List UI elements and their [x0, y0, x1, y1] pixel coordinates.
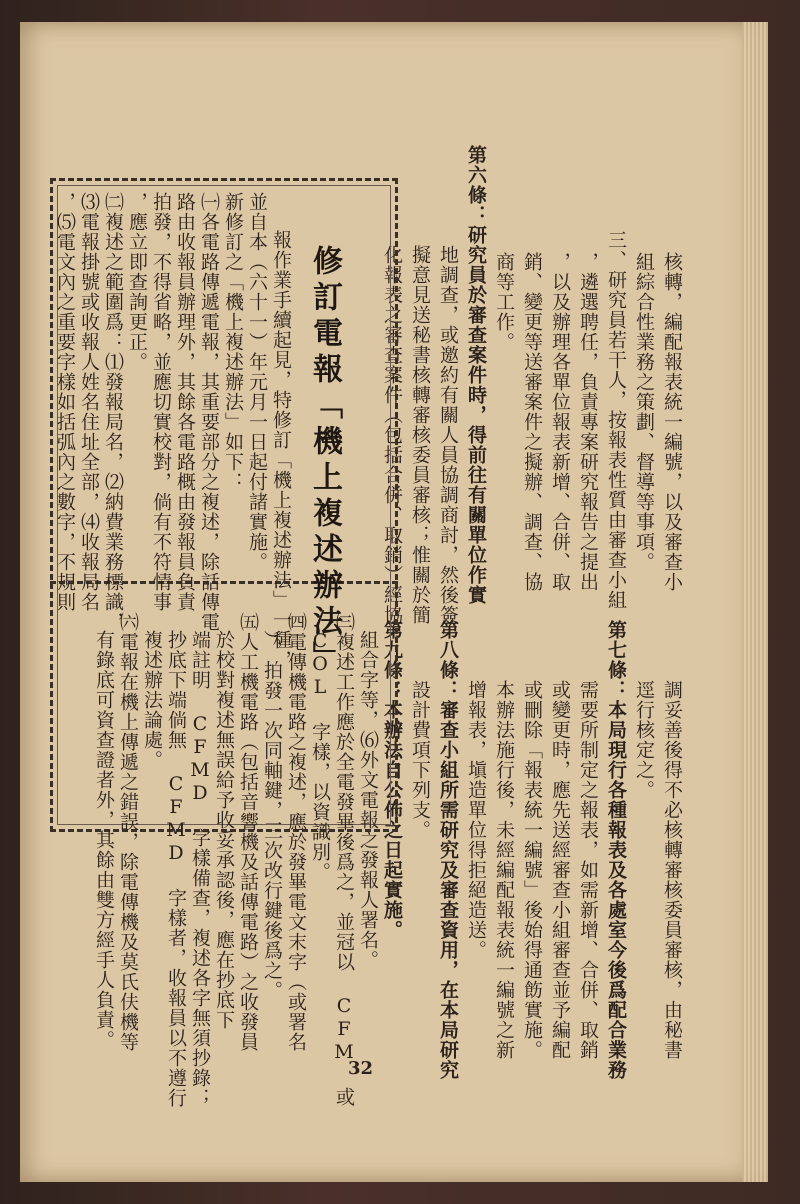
right-text-line-7: 商等工作。 — [493, 252, 515, 352]
box-bottom-line-3: COL 字樣，以資識別。 — [309, 630, 331, 882]
box-bottom-line-2: ㈢複述工作應於全電發畢後爲之，並冠以 CFM 或 — [333, 612, 355, 1107]
right-text-line-6: 銷、變更等送審案件之擬辦、調查、協 — [521, 252, 543, 592]
box-top-line-7: 拍發，不得省略，並應切實校對，倘有不符情事 — [150, 192, 172, 612]
box-bottom-line-7: 於校對複述無誤給予收妥承認後，應在抄底下 — [213, 630, 235, 1030]
right-text-line-11: 化報表之審查案件（包括合併、取銷）經協 — [381, 245, 403, 625]
box-top-line-8: ，應立即查詢更正。 — [126, 192, 148, 372]
box-top-line-9: ㈡複述之範圍爲：⑴發報局名，⑵納費業務標識， — [102, 192, 124, 632]
box-bottom-line-4: ㈣電傳機電路之複述，應於發畢電文末字（或署名 — [285, 612, 307, 1052]
box-bottom-line-11: ㈥電報在機上傳遞之錯誤，除電傳機及莫氏伕機等 — [117, 612, 139, 1052]
right-text-line-9: 地調查，或邀約有關人員協調商討，然後簽 — [437, 245, 459, 625]
right-bottom-line-2: 逕行核定之。 — [633, 680, 655, 800]
right-bottom-line-4: 需要所制定之報表，如需新增、合併、取銷 — [577, 680, 599, 1060]
right-text-line-4: ，遴選聘任，負責專案研究報告之提出 — [577, 252, 599, 592]
right-bottom-line-10: 設計費項下列支。 — [409, 680, 431, 840]
right-bottom-line-5: 或變更時，應先送經審查小組審查並予編配 — [549, 680, 571, 1060]
article-8: 第八條：審查小組所需研究及審查資用，在本局研究 — [437, 620, 459, 1080]
box-bottom-line-8: 端註明 CFMD 字樣備查，複述各字無須抄錄； — [189, 630, 211, 1108]
right-text-line-2: 組綜合性業務之策劃、督導等事項。 — [633, 252, 655, 572]
right-bottom-line-1: 調妥善後得不必核轉審核委員審核，由秘書 — [661, 680, 683, 1060]
page-number: 32 — [348, 1058, 374, 1079]
right-text-line-3: 三、研究員若干人，按報表性質由審查小組 — [605, 230, 627, 610]
article-9: 第九條：本辦法自公佈之日起實施。 — [381, 620, 403, 940]
box-bottom-line-5: ），拍發一次同軸鍵，三次改行鍵後爲之。 — [261, 630, 283, 1001]
box-top-line-11: ，⑸電文內之重要字樣如括弧內之數字，不規則 — [54, 192, 76, 612]
notice-title: 修訂電報「機上複述辦法」 — [307, 245, 342, 677]
box-bottom-line-6: ㈤人工機電路（包括音響機及話傳電路）之收發員 — [237, 612, 259, 1052]
box-top-line-10: ⑶電報掛號或收報人姓名住址全部，⑷收報局名 — [78, 192, 100, 612]
article-7: 第七條：本局現行各種報表及各處室今後爲配合業務 — [605, 620, 627, 1080]
right-text-line-5: ，以及辦理各單位報表新增、合併、取 — [549, 252, 571, 592]
right-bottom-line-8: 增報表，塡造單位得拒絕造送。 — [465, 680, 487, 960]
box-top-line-3: 並自本（六十一）年元月一日起付諸實施。 — [246, 192, 268, 572]
box-top-line-4: 新修訂之「機上複述辦法」如下： — [222, 192, 244, 492]
right-bottom-line-7: 本辦法施行後，未經編配報表統一編號之新 — [493, 680, 515, 1060]
box-top-line-1 — [302, 230, 327, 250]
box-bottom-line-1: 組合字等，⑹外文電報之發報人署名。 — [357, 630, 379, 970]
right-text-line-1: 核轉，編配報表統一編號，以及審查小 — [661, 252, 683, 592]
box-top-line-2: 報作業手續起見，特修訂「機上複述辦法」一種， — [270, 230, 292, 670]
right-text-line-10: 擬意見送秘書核轉審核委員審核；惟關於簡 — [409, 245, 431, 625]
box-bottom-line-9: 抄底下端倘無 CFMD 字樣者，收報員以不遵行 — [165, 630, 187, 1108]
box-bottom-line-10: 複述辦法論處。 — [141, 630, 163, 770]
article-6: 第六條：研究員於審查案件時，得前往有關單位作實 — [465, 145, 487, 605]
box-top-line-6: 路由收報員辦理外，其餘各電路概由發報員負責 — [174, 192, 196, 612]
box-bottom-line-12: 有錄底可資查證者外，其餘由雙方經手人負責。 — [93, 630, 115, 1050]
page-edges — [742, 22, 768, 1182]
right-bottom-line-6: 或刪除「報表統一編號」後始得通飭實施。 — [521, 680, 543, 1060]
box-top-line-5: ㈠各電路傳遞電報，其重要部分之複述，除話傳電 — [198, 192, 220, 632]
